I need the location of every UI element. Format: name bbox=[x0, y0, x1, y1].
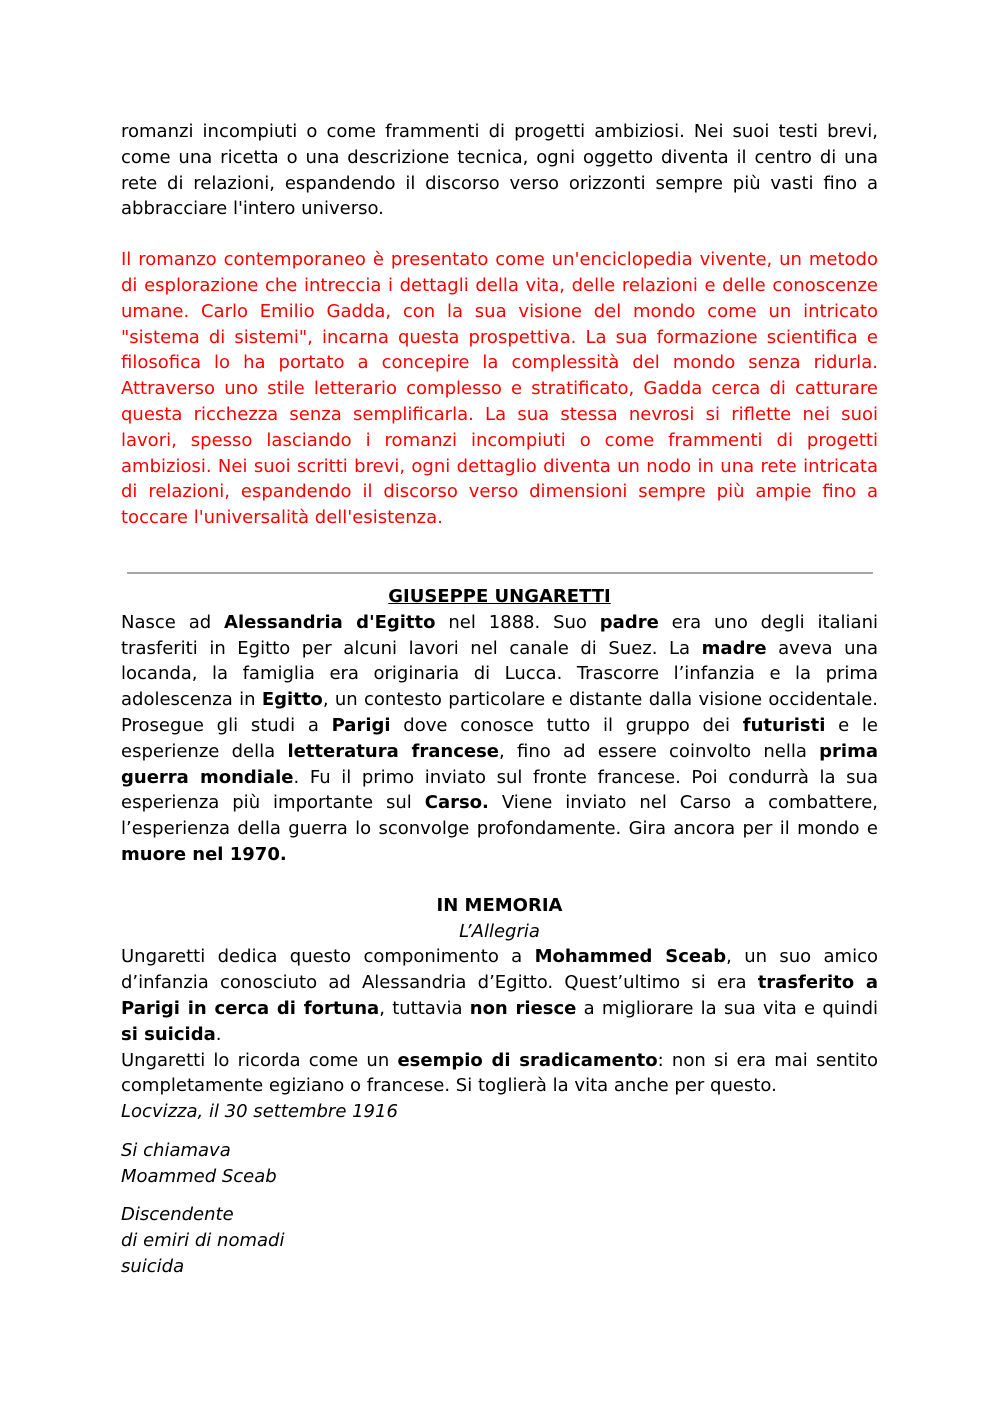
poem-title: IN MEMORIA bbox=[436, 894, 563, 916]
bold-phrase: letteratura francese bbox=[287, 740, 500, 762]
bold-phrase: si suicida bbox=[121, 1023, 216, 1045]
bold-phrase: non riesce bbox=[469, 997, 577, 1019]
bold-phrase: Carso. bbox=[424, 792, 489, 814]
bold-phrase: Parigi bbox=[331, 714, 391, 736]
bold-phrase: trasferito a Parigi in cerca di fortuna bbox=[121, 972, 878, 1019]
poem-line: Moammed Sceab bbox=[121, 1165, 277, 1187]
bold-phrase: esempio di sradicamento bbox=[397, 1049, 658, 1071]
bold-phrase: muore nel 1970. bbox=[121, 843, 287, 865]
section-divider bbox=[127, 572, 873, 574]
poem-stanza-2 bbox=[121, 1202, 878, 1279]
bold-phrase: prima guerra mondiale bbox=[121, 740, 879, 788]
section-title-ungaretti: GIUSEPPE UNGARETTI bbox=[388, 585, 611, 607]
poem-stanza-1 bbox=[121, 1138, 878, 1190]
ungaretti-bio: Nasce ad Alessandria d'Egitto nel 1888. Suo padre era uno degli italiani trasferiti in Egitto per alcuni lavori nel canale di Suez. La madre aveva una locanda, la famiglia era originaria di Lucca. Trascorre l’infanzia e la prima adolescenza in Egitto, un contesto particolare e distante dalla visione occidentale. Prosegue gli studi a Parigi dove conosce tutto il gruppo dei futuristi e le esperienze della letteratura francese, fino ad essere coinvolto nella prima guerra mondiale. Fu il primo inviato sul fronte francese. Poi condurrà la sua esperienza più importante sul Carso. Viene inviato nel Carso a combattere, l’esperienza della guerra lo sconvolge profondamente. Gira ancora per il mondo e muore nel 1970. bbox=[121, 611, 879, 865]
bold-phrase: Egitto bbox=[261, 689, 323, 711]
bold-phrase: Mohammed Sceab bbox=[534, 946, 727, 968]
bold-phrase: padre bbox=[599, 611, 659, 633]
poem-collection: L’Allegria bbox=[459, 920, 540, 942]
gadda-paragraph: Il romanzo contemporaneo è presentato come un'enciclopedia vivente, un metodo di esplorazione che intreccia i dettagli della vita, delle relazioni e delle conoscenze umane. Carlo Emilio Gadda, con la sua visione del mondo come un intricato "sistema di sistemi", incarna questa prospettiva. La sua formazione scientifica e filosofica lo ha portato a concepire la complessità del mondo senza ridurla. Attraverso uno stile letterario complesso e stratificato, Gadda cerca di catturare questa ricchezza senza semplificarla. La sua stessa nevrosi si riflette nei suoi lavori, spesso lasciando i romanzi incompiuti o come frammenti di progetti ambiziosi. Nei suoi scritti brevi, ogni dettaglio diventa un nodo in una rete intricata di relazioni, espandendo il discorso verso dimensioni sempre più ampie fino a toccare l'universalità dell'esistenza. bbox=[121, 249, 878, 529]
bold-phrase: madre bbox=[701, 637, 767, 659]
poem-line: Si chiamava bbox=[121, 1139, 231, 1161]
intro-paragraph: romanzi incompiuti o come frammenti di progetti ambiziosi. Nei suoi testi brevi, come una ricetta o una descrizione tecnica, ogni oggetto diventa il centro di una rete di relazioni, espandendo il discorso verso orizzonti sempre più vasti fino a abbracciare l'intero universo. bbox=[121, 121, 878, 220]
bold-phrase: Alessandria d'Egitto bbox=[224, 611, 436, 633]
bold-phrase: futuristi bbox=[742, 714, 826, 736]
poem-line: suicida bbox=[121, 1256, 185, 1278]
poem-description: Ungaretti dedica questo componimento a Mohammed Sceab, un suo amico d’infanzia conosciuto ad Alessandria d’Egitto. Quest’ultimo si era trasferito a Parigi in cerca di fortuna, tuttavia non riesce a migliorare la sua vita e quindi si suicida. bbox=[121, 946, 879, 1045]
document-page bbox=[121, 119, 878, 1280]
poem-line: Discendente bbox=[121, 1204, 234, 1226]
poem-place-date: Locvizza, il 30 settembre 1916 bbox=[121, 1101, 398, 1123]
poem-description-2: Ungaretti lo ricorda come un esempio di sradicamento: non si era mai sentito completamente egiziano o francese. Si toglierà la vita anche per questo. bbox=[121, 1049, 878, 1097]
poem-line: di emiri di nomadi bbox=[121, 1230, 285, 1252]
